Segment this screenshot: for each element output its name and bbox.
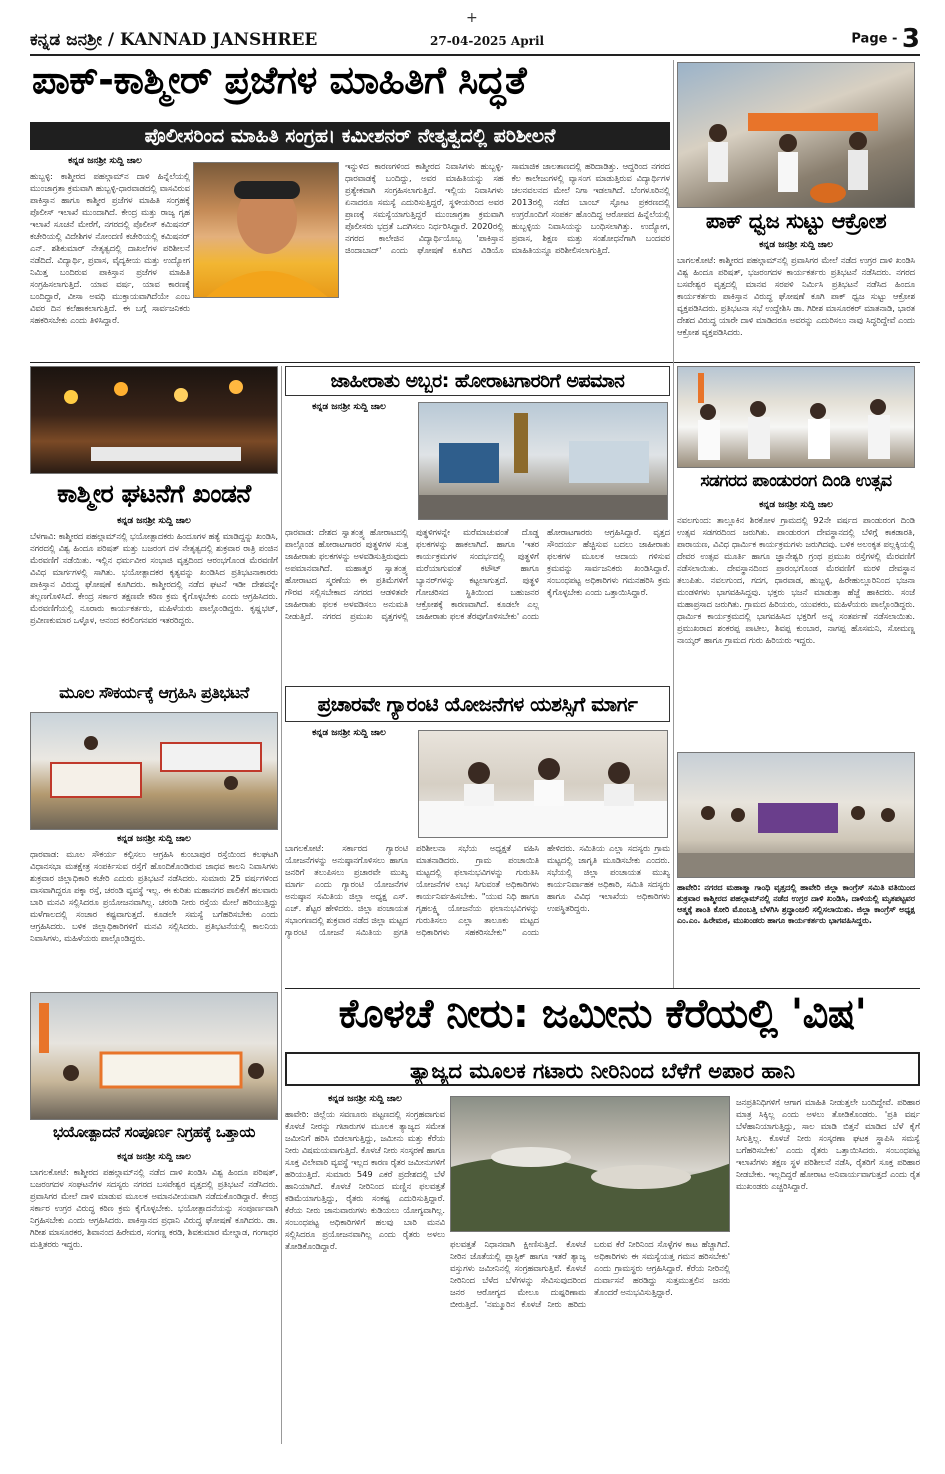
candle-vigil-photo	[677, 752, 915, 878]
mula-headline: ಮೂಲ ಸೌಕರ್ಯಕ್ಕೆ ಆಗ್ರಹಿಸಿ ಪ್ರತಿಭಟನೆ	[59, 684, 249, 702]
ad-headline: ಜಾಹೀರಾತು ಅಬ್ಬರ: ಹೋರಾಟಗಾರರಿಗೆ ಅಪಮಾನ	[285, 366, 670, 396]
guarantee-body: ಬಾಗಲಕೋಟೆ: ಸರ್ಕಾರದ ಗ್ಯಾರಂಟಿ ಯೋಜನೆಗಳನ್ನು ಅನುಷ್ಠಾನಗೊಳಿಸಲು ಹಾಗೂ ಜನರಿಗೆ ತಲುಪಿಸಲು ಪ್ರಚಾರವೇ ಮುಖ್ಯ ಮಾರ್ಗ ಎಂದು ಗ್ಯಾರಂಟಿ ಯೋಜನೆಗಳ ಅನುಷ್ಠಾನ ಸಮಿತಿಯ ಜಿಲ್ಲಾ ಅಧ್ಯಕ್ಷ ಎಸ್. ಎಚ್. ಶೆಟ್ಟರ ಹೇಳಿದರು. ಜಿಲ್ಲಾ ಪಂಚಾಯತ ಸಭಾಂಗಣದಲ್ಲಿ ಶುಕ್ರವಾರ ನಡೆದ ಜಿಲ್ಲಾ ಮಟ್ಟದ ಗ್ಯಾರಂಟಿ ಯೋಜನೆ ಸಮಿತಿಯ ಪ್ರಗತಿ ಪರಿಶೀಲನಾ ಸಭೆಯ ಅಧ್ಯಕ್ಷತೆ ವಹಿಸಿ ಮಾತನಾಡಿದರು. ಗ್ರಾಮ ಪಂಚಾಯಿತಿ ಮಟ್ಟದಲ್ಲಿ ಫಲಾನುಭವಿಗಳನ್ನು ಗುರುತಿಸಿ ಯೋಜನೆಗಳ ಲಾಭ ಸಿಗುವಂತೆ ಅಧಿಕಾರಿಗಳು ಕಾರ್ಯನಿರ್ವಹಿಸಬೇಕು. "ಯುವ ನಿಧಿ ಹಾಗೂ ಗೃಹಲಕ್ಷ್ಮಿ ಯೋಜನೆಯ ಫಲಾನುಭವಿಗಳನ್ನು ಗುರುತಿಸಲು ಎಲ್ಲಾ ತಾಲೂಕು ಮಟ್ಟದ ಅಧಿಕಾರಿಗಳು ಸಹಕರಿಸಬೇಕು" ಎಂದು ಹೇಳಿದರು. ಸಮಿತಿಯ ಎಲ್ಲಾ ಸದಸ್ಯರು ಗ್ರಾಮ ಮಟ್ಟದಲ್ಲಿ ಜಾಗೃತಿ ಮೂಡಿಸಬೇಕು ಎಂದರು. ಸಭೆಯಲ್ಲಿ ಜಿಲ್ಲಾ ಪಂಚಾಯತ ಮುಖ್ಯ ಕಾರ್ಯನಿರ್ವಾಹಕ ಅಧಿಕಾರಿ, ಸಮಿತಿ ಸದಸ್ಯರು ಹಾಗೂ ವಿವಿಧ ಇಲಾಖೆಯ ಅಧಿಕಾರಿಗಳು ಉಪಸ್ಥಿತರಿದ್ದರು.	[285, 843, 670, 937]
meeting-photo	[418, 730, 668, 838]
guarantee-headline: ಪ್ರಚಾರವೇ ಗ್ಯಾರಂಟಿ ಯೋಜನೆಗಳ ಯಶಸ್ಸಿಗೆ ಮಾರ್ಗ	[285, 686, 670, 722]
portrait-icon	[194, 163, 339, 298]
column-divider-left	[281, 366, 282, 1444]
water-headline: ಕೊಳಚೆ ನೀರು: ಜಮೀನು ಕೆರೆಯಲ್ಲಿ 'ವಿಷ'	[338, 992, 867, 1037]
terror-byline: ಕನ್ನಡ ಜನಶ್ರೀ ಸುದ್ದಿ ಜಾಲ	[117, 1152, 191, 1162]
masthead-rule	[30, 54, 920, 56]
terror-body: ಬಾಗಲಕೋಟೆ: ಕಾಶ್ಮೀರದ ಪಹಲ್ಗಾಮ್‌ನಲ್ಲಿ ನಡೆದ ದಾಳಿ ಖಂಡಿಸಿ ವಿಶ್ವ ಹಿಂದೂ ಪರಿಷತ್, ಬಜರಂಗದಳ ಸಂಘಟನೆಗಳ ಸದಸ್ಯರು ನಗರದ ಬಸವೇಶ್ವರ ವೃತ್ತದಲ್ಲಿ ಪ್ರತಿಭಟನೆ ನಡೆಸಿದರು. ಪ್ರವಾಸಿಗರ ಮೇಲೆ ದಾಳಿ ಮಾಡುವ ಮೂಲಕ ಅಮಾನವೀಯವಾಗಿ ನಡೆದುಕೊಂಡಿದ್ದಾರೆ. ಕೇಂದ್ರ ಸರ್ಕಾರ ಉಗ್ರರ ವಿರುದ್ಧ ಕಠಿಣ ಕ್ರಮ ಕೈಗೊಳ್ಳಬೇಕು. ಭಯೋತ್ಪಾದನೆಯನ್ನು ಸಂಪೂರ್ಣವಾಗಿ ನಿಗ್ರಹಿಸಬೇಕು ಎಂದು ಆಗ್ರಹಿಸಿದರು. ಪಾಕಿಸ್ತಾನದ ಪ್ರಧಾನಿ ವಿರುದ್ಧ ಘೋಷಣೆ ಕೂಗಿದರು. ಡಾ. ಗಿರೀಶ ಮಾಸೂರಕರ, ಶಿವಾನಂದ ಹಿರೇಮಠ, ಸಂಗಣ್ಣ ಕರಡಿ, ಶಿವಕುಮಾರ ಮೇಲ್ನಾಡ, ಗಂಗಾಧರ ಮತ್ತಿತರರು ಇದ್ದರು.	[30, 1167, 278, 1249]
dindi-headline: ಸಡಗರದ ಪಾಂಡುರಂಗ ದಿಂಡಿ ಉತ್ಸವ	[700, 472, 892, 491]
terror-protest-photo	[30, 992, 278, 1120]
flag-headline: ಪಾಕ್ ಧ್ವಜ ಸುಟ್ಟು ಆಕ್ರೋಶ	[705, 210, 887, 233]
sewage-lake-photo	[450, 1096, 730, 1232]
water-subhead: ತ್ಯಾಜ್ಯದ ಮೂಲಕ ಗಟಾರು ನೀರಿನಿಂದ ಬೆಳೆಗೆ ಅಪಾರ ಹಾನಿ	[285, 1052, 920, 1086]
paper-name: ಕನ್ನಡ ಜನಶ್ರೀ / KANNAD JANSHREE	[30, 30, 318, 50]
edition-date: 27-04-2025 April	[430, 34, 545, 48]
section-rule-2	[285, 988, 920, 989]
kashmir-body: ಬೆಳಗಾವಿ: ಕಾಶ್ಮೀರದ ಪಹಲ್ಗಾಮ್‌ನಲ್ಲಿ ಭಯೋತ್ಪಾದಕರು ಹಿಂದೂಗಳ ಹತ್ಯೆ ಮಾಡಿದ್ದನ್ನು ಖಂಡಿಸಿ, ನಗರದಲ್ಲಿ ವಿಶ್ವ ಹಿಂದೂ ಪರಿಷತ್ ಮತ್ತು ಬಜರಂಗ ದಳ ನೇತೃತ್ವದಲ್ಲಿ ಶುಕ್ರವಾರ ರಾತ್ರಿ ಪಂಜಿನ ಮೆರವಣಿಗೆ ನಡೆಯಿತು. ಇಲ್ಲಿನ ಧರ್ಮವೀರ ಸಂಭಾಜಿ ವೃತ್ತದಿಂದ ಆರಂಭಗೊಂಡ ಮೆರವಣಿಗೆ ವಿವಿಧ ಮಾರ್ಗಗಳಲ್ಲಿ ಸಾಗಿತು. ಭಯೋತ್ಪಾದಕರ ಕೃತ್ಯವನ್ನು ಖಂಡಿಸಿದ ಪ್ರತಿಭಟನಾಕಾರರು ಪಾಕಿಸ್ತಾನ ವಿರುದ್ಧ ಘೋಷಣೆ ಕೂಗಿದರು. ಕಾಶ್ಮೀರದಲ್ಲಿ ನಡೆದ ಘಟನೆ ಇಡೀ ದೇಶವನ್ನೇ ತಲ್ಲಣಗೊಳಿಸಿದೆ. ಕೇಂದ್ರ ಸರ್ಕಾರ ತಕ್ಷಣವೇ ಕಠಿಣ ಕ್ರಮ ಕೈಗೊಳ್ಳಬೇಕು ಎಂದು ಆಗ್ರಹಿಸಿದರು. ಮೆರವಣಿಗೆಯಲ್ಲಿ ನೂರಾರು ಕಾರ್ಯಕರ್ತರು, ಮಹಿಳೆಯರು ಪಾಲ್ಗೊಂಡಿದ್ದರು. ಕೃಷ್ಣಭಟ್, ಪ್ರವೀಣಕುಮಾರ ಒಳ್ಳೊಳ, ಆನಂದ ಕರಲಿಂಗನವರ ಇತರರಿದ್ದರು.	[30, 531, 278, 625]
page-indicator	[851, 24, 920, 54]
water-body-left: ಹಾವೇರಿ: ಜಿಲ್ಲೆಯ ಸವಣೂರು ಪಟ್ಟಣದಲ್ಲಿ ಸಂಗ್ರಹವಾಗುವ ಕೊಳಚೆ ನೀರನ್ನು ಗಟಾರುಗಳ ಮೂಲಕ ತ್ಯಾಜ್ಯದ ಸಮೇತ ಜಮೀನಿಗೆ ಹರಿಸಿ ಬಿಡಲಾಗುತ್ತಿದ್ದು, ಜಮೀನು ಮತ್ತು ಕೆರೆಯ ನೀರು ವಿಷಮಯವಾಗುತ್ತಿದೆ. ಕೊಳಚೆ ನೀರು ಸಂಸ್ಕರಣೆ ಹಾಗೂ ಸೂಕ್ತ ವಿಲೇವಾರಿ ವ್ಯವಸ್ಥೆ ಇಲ್ಲದ ಕಾರಣ ರೈತರ ಜಮೀನುಗಳಿಗೆ ಹರಿಯುತ್ತಿದೆ. ಸುಮಾರು 549 ಎಕರೆ ಪ್ರದೇಶದಲ್ಲಿ ಬೆಳೆ ಹಾನಿಯಾಗಿದೆ. ಕೊಳಚೆ ನೀರಿನಿಂದ ಮಣ್ಣಿನ ಫಲವತ್ತತೆ ಕಡಿಮೆಯಾಗುತ್ತಿದ್ದು, ರೈತರು ಸಂಕಷ್ಟ ಎದುರಿಸುತ್ತಿದ್ದಾರೆ. ಕೆರೆಯ ನೀರು ಜಾನುವಾರುಗಳು ಕುಡಿಯಲು ಯೋಗ್ಯವಾಗಿಲ್ಲ. ಸಂಬಂಧಪಟ್ಟ ಅಧಿಕಾರಿಗಳಿಗೆ ಹಲವು ಬಾರಿ ಮನವಿ ಸಲ್ಲಿಸಿದರೂ ಪ್ರಯೋಜನವಾಗಿಲ್ಲ ಎಂದು ರೈತರು ಅಳಲು ತೋಡಿಕೊಂಡಿದ್ದಾರೆ.	[285, 1109, 445, 1251]
masthead	[30, 24, 920, 54]
kashmir-byline: ಕನ್ನಡ ಜನಶ್ರೀ ಸುದ್ದಿ ಜಾಲ	[117, 516, 191, 526]
page-label: Page -	[851, 31, 898, 47]
page-number: 3	[901, 24, 920, 54]
statue-icon	[419, 403, 668, 520]
main-headline-block	[30, 60, 670, 120]
torch-rally-photo	[30, 366, 278, 474]
procession-icon	[678, 367, 915, 468]
banner-icon	[31, 713, 278, 830]
saffron-banner-icon	[31, 993, 278, 1120]
ad-body-left	[285, 416, 413, 526]
flag-byline: ಕನ್ನಡ ಜನಶ್ರೀ ಸುದ್ದಿ ಜಾಲ	[759, 240, 833, 250]
section-rule-1	[30, 362, 920, 363]
candle-vigil-caption: ಹಾವೇರಿ: ನಗರದ ಮಹಾತ್ಮಾ ಗಾಂಧಿ ವೃತ್ತದಲ್ಲಿ ಹಾವೇರಿ ಜಿಲ್ಲಾ ಕಾಂಗ್ರೆಸ್ ಸಮಿತಿ ವತಿಯಿಂದ ಶುಕ್ರವಾರ ಕಾಶ್ಮೀರದ ಪಹಲ್ಗಾಮ್‌ನಲ್ಲಿ ನಡೆದ ಉಗ್ರರ ದಾಳಿ ಖಂಡಿಸಿ, ದಾಳಿಯಲ್ಲಿ ಮೃತಪಟ್ಟವರ ಆತ್ಮಕ್ಕೆ ಶಾಂತಿ ಕೋರಿ ಮೊಂಬತ್ತಿ ಬೆಳಗಿಸಿ ಶ್ರದ್ಧಾಂಜಲಿ ಸಲ್ಲಿಸಲಾಯಿತು. ಜಿಲ್ಲಾ ಕಾಂಗ್ರೆಸ್ ಅಧ್ಯಕ್ಷ ಎಂ.ಎಂ. ಹಿರೇಮಠ, ಮುಖಂಡರು ಹಾಗೂ ಕಾರ್ಯಕರ್ತರು ಭಾಗವಹಿಸಿದ್ದರು.	[677, 883, 915, 925]
crowd-icon	[678, 63, 915, 208]
ad-byline: ಕನ್ನಡ ಜನಶ್ರೀ ಸುದ್ದಿ ಜಾಲ	[312, 402, 386, 412]
mula-body: ಧಾರವಾಡ: ಮೂಲ ಸೌಕರ್ಯ ಕಲ್ಪಿಸಲು ಆಗ್ರಹಿಸಿ ಕುಂಬಾಪುರ ರಸ್ತೆಯಿಂದ ಕಲಘಟಗಿ ವಿಧಾನಸಭಾ ಮತಕ್ಷೇತ್ರ ಸಂಪರ್ಕಿಸುವ ರಸ್ತೆಗೆ ಹೊಂದಿಕೊಂಡಿರುವ ಜಾಧವ ಕಾಲನಿ ನಿವಾಸಿಗಳು ಶುಕ್ರವಾರ ಜಿಲ್ಲಾಧಿಕಾರಿ ಕಚೇರಿ ಎದುರು ಪ್ರತಿಭಟನೆ ನಡೆಸಿದರು. ಸುಮಾರು 25 ವರ್ಷಗಳಿಂದ ವಾಸವಾಗಿದ್ದರೂ ಪಕ್ಕಾ ರಸ್ತೆ, ಚರಂಡಿ ವ್ಯವಸ್ಥೆ ಇಲ್ಲ. ಈ ಕುರಿತು ಮಹಾನಗರ ಪಾಲಿಕೆಗೆ ಹಲವಾರು ಬಾರಿ ಮನವಿ ಸಲ್ಲಿಸಿದರೂ ಪ್ರಯೋಜನವಾಗಿಲ್ಲ. ಚರಂಡಿ ನೀರು ರಸ್ತೆಯ ಮೇಲೆ ಹರಿಯುತ್ತಿದ್ದು ಮಳೆಗಾಲದಲ್ಲಿ ಸಂಚಾರ ಕಷ್ಟವಾಗುತ್ತದೆ. ಕೂಡಲೇ ಸಮಸ್ಯೆ ಬಗೆಹರಿಸಬೇಕು ಎಂದು ಆಗ್ರಹಿಸಿದರು. ಬಳಿಕ ಜಿಲ್ಲಾಧಿಕಾರಿಗಳಿಗೆ ಮನವಿ ಸಲ್ಲಿಸಿದರು. ಪ್ರತಿಭಟನೆಯಲ್ಲಿ ಕಾಲನಿಯ ನಿವಾಸಿಗಳು, ಮಹಿಳೆಯರು ಪಾಲ್ಗೊಂಡಿದ್ದರು.	[30, 849, 278, 943]
main-body-under-photo	[193, 302, 339, 362]
water-byline: ಕನ್ನಡ ಜನಶ್ರೀ ಸುದ್ದಿ ಜಾಲ	[328, 1094, 402, 1104]
main-subhead: ಪೊಲೀಸರಿಂದ ಮಾಹಿತಿ ಸಂಗ್ರಹ। ಕಮೀಶನರ್ ನೇತೃತ್ವದಲ್ಲಿ ಪರಿಶೀಲನೆ	[30, 122, 670, 150]
waste-water-icon	[451, 1097, 730, 1232]
officer-portrait-photo	[193, 162, 339, 298]
infrastructure-protest-photo	[30, 712, 278, 830]
ad-body: ಧಾರವಾಡ: ದೇಶದ ಸ್ವಾತಂತ್ರ್ಯ ಹೋರಾಟದಲ್ಲಿ ಪಾಲ್ಗೊಂಡ ಹೋರಾಟಗಾರರ ಪುತ್ಥಳಿಗಳ ಸುತ್ತ ಜಾಹೀರಾತು ಫಲಕಗಳನ್ನು ಅಳವಡಿಸುತ್ತಿರುವುದು ಅಪಮಾನವಾಗಿದೆ. ಮಹಾತ್ಮರ ಸ್ವಾತಂತ್ರ್ಯ ಹೋರಾಟದ ಸ್ಮರಣೆಯ ಈ ಪ್ರತಿಮೆಗಳಿಗೆ ಗೌರವ ಸಲ್ಲಿಸಬೇಕಾದ ನಗರದ ಆಡಳಿತವೇ ಜಾಹೀರಾತು ಫಲಕ ಅಳವಡಿಸಲು ಅನುಮತಿ ನೀಡುತ್ತಿದೆ. ನಗರದ ಪ್ರಮುಖ ವೃತ್ತಗಳಲ್ಲಿ ಪುತ್ಥಳಿಗಳನ್ನೇ ಮರೆಮಾಚುವಂತೆ ದೊಡ್ಡ ಫಲಕಗಳನ್ನು ಹಾಕಲಾಗಿದೆ. ಹಾಗೂ 'ಇತರ ಕಾರ್ಯಕ್ರಮಗಳ ಸಂದರ್ಭದಲ್ಲಿ ಪುತ್ಥಳಿಗೆ ಮರೆಯಾಗುವಂತೆ ಕಟೌಟ್ ಹಾಗೂ ಬ್ಯಾನರ್‌ಗಳನ್ನು ಕಟ್ಟಲಾಗುತ್ತದೆ. ಪುತ್ಥಳಿ ಗೋಚರಿಸದ ಸ್ಥಿತಿಯಿಂದ ಬಹುಜನರ ಆಕ್ರೋಶಕ್ಕೆ ಕಾರಣವಾಗಿದೆ. ಕೂಡಲೇ ಎಲ್ಲ ಜಾಹೀರಾತು ಫಲಕ ತೆರವುಗೊಳಿಸಬೇಕು' ಎಂದು ಹೋರಾಟಗಾರರು ಆಗ್ರಹಿಸಿದ್ದಾರೆ. ವೃತ್ತದ ಸೌಂದರ್ಯ ಹೆಚ್ಚಿಸುವ ಬದಲು ಜಾಹೀರಾತು ಫಲಕಗಳ ಮೂಲಕ ಆದಾಯ ಗಳಿಸುವ ಕ್ರಮವನ್ನು ಸಾರ್ವಜನಿಕರು ಖಂಡಿಸಿದ್ದಾರೆ. ಸಂಬಂಧಪಟ್ಟ ಅಧಿಕಾರಿಗಳು ಗಮನಹರಿಸಿ ಕ್ರಮ ಕೈಗೊಳ್ಳಬೇಕು ಎಂದು ಒತ್ತಾಯಿಸಿದ್ದಾರೆ.	[285, 527, 670, 621]
flag-body: ಬಾಗಲಕೋಟೆ: ಕಾಶ್ಮೀರದ ಪಹಲ್ಗಾಮ್‌ನಲ್ಲಿ ಪ್ರವಾಸಿಗರ ಮೇಲೆ ನಡೆದ ಉಗ್ರರ ದಾಳಿ ಖಂಡಿಸಿ ವಿಶ್ವ ಹಿಂದೂ ಪರಿಷತ್, ಭಜರಂಗದಳ ಕಾರ್ಯಕರ್ತರು ಪ್ರತಿಭಟನೆ ನಡೆಸಿದರು. ನಗರದ ಬಸವೇಶ್ವರ ವೃತ್ತದಲ್ಲಿ ಮಾನವ ಸರಪಳಿ ನಿರ್ಮಿಸಿ ಪ್ರತಿಭಟನೆ ನಡೆಸಿದ ಹಿಂದೂ ಕಾರ್ಯಕರ್ತರು ಪಾಕಿಸ್ತಾನ ವಿರುದ್ಧ ಘೋಷಣೆ ಕೂಗಿ ಪಾಕ್ ಧ್ವಜ ಸುಟ್ಟು ಆಕ್ರೋಶ ವ್ಯಕ್ತಪಡಿಸಿದರು. ಪ್ರತಿಭಟನಾ ಸಭೆ ಉದ್ದೇಶಿಸಿ ಡಾ. ಗಿರೀಶ ಮಾಸೂರಕರ್ ಮಾತನಾಡಿ, ಭಾರತ ದೇಶದ ವಿರುದ್ಧ ಯಾರೇ ದಾಳಿ ಮಾಡಿದರೂ ಅವರನ್ನು ಎದುರಿಸಲು ನಾವು ಸಿದ್ಧರಿದ್ದೇವೆ ಎಂದು ಆಕ್ರೋಶ ವ್ಯಕ್ತಪಡಿಸಿದರು.	[677, 255, 915, 337]
water-body-mid: ಫಲವತ್ತತೆ ನಿಧಾನವಾಗಿ ಕ್ಷೀಣಿಸುತ್ತಿದೆ. ಕೊಳಚೆ ನೀರಿನ ಜೊತೆಯಲ್ಲಿ ಪ್ಲಾಸ್ಟಿಕ್ ಹಾಗೂ ಇತರೆ ತ್ಯಾಜ್ಯ ವಸ್ತುಗಳು ಜಮೀನಿನಲ್ಲಿ ಸಂಗ್ರಹವಾಗುತ್ತಿವೆ. ಕೊಳಚೆ ನೀರಿನಿಂದ ಬೆಳೆದ ಬೆಳೆಗಳನ್ನು ಸೇವಿಸುವುದರಿಂದ ಜನರ ಆರೋಗ್ಯದ ಮೇಲೂ ದುಷ್ಪರಿಣಾಮ ಬೀರುತ್ತಿದೆ. 'ನಮ್ಮೂರಿನ ಕೊಳಚೆ ನೀರು ಹರಿದು ಬರುವ ಕೆರೆ ನೀರಿನಿಂದ ಸೊಳ್ಳೆಗಳ ಕಾಟ ಹೆಚ್ಚಾಗಿದೆ. ಅಧಿಕಾರಿಗಳು ಈ ಸಮಸ್ಯೆಯತ್ತ ಗಮನ ಹರಿಸಬೇಕು' ಎಂದು ಗ್ರಾಮಸ್ಥರು ಆಗ್ರಹಿಸಿದ್ದಾರೆ. ಕೆರೆಯ ನೀರಿನಲ್ಲಿ ದುರ್ವಾಸನೆ ಹರಡಿದ್ದು ಸುತ್ತಮುತ್ತಲಿನ ಜನರು ತೊಂದರೆ ಅನುಭವಿಸುತ್ತಿದ್ದಾರೆ.	[450, 1239, 730, 1309]
statue-billboard-photo	[418, 402, 668, 520]
dindi-procession-photo	[677, 366, 915, 468]
main-body-right: ಇನ್ನುಳಿದ ಕಾರಣಗಳಿಂದ ಕಾಶ್ಮೀರದ ನಿವಾಸಿಗಳು ಹುಬ್ಬಳ್ಳಿ-ಧಾರವಾಡಕ್ಕೆ ಬಂದಿದ್ದು, ಅವರ ಮಾಹಿತಿಯನ್ನು ಸಹ ಪ್ರತ್ಯೇಕವಾಗಿ ಸಂಗ್ರಹಿಸಲಾಗುತ್ತಿದೆ. ಇಲ್ಲಿಯ ನಿವಾಸಿಗಳು ಏನಾದರೂ ಸಮಸ್ಯೆ ಎದುರಿಸುತ್ತಿದ್ದರೆ, ಸ್ಥಳೀಯರಿಂದ ಅವರ ಪ್ರಾಣಕ್ಕೆ ಸಮಸ್ಯೆಯಾಗುತ್ತಿದ್ದರೆ ಮುಂಜಾಗ್ರತಾ ಕ್ರಮವಾಗಿ ಪೊಲೀಸರು ಭದ್ರತೆ ಒದಗಿಸಲು ನಿರ್ಧರಿಸಿದ್ದಾರೆ. 2020ರಲ್ಲಿ ನಗರದ ಕಾಲೇಜಿನ ವಿದ್ಯಾರ್ಥಿಯೊಬ್ಬ 'ಪಾಕಿಸ್ತಾನ ಜಿಂದಾಬಾದ್' ಎಂದು ಘೋಷಣೆ ಕೂಗಿದ ವಿಡಿಯೊ ಸಾಮಾಜಿಕ ಜಾಲತಾಣದಲ್ಲಿ ಹರಿದಾಡಿತ್ತು. ಆದ್ದರಿಂದ ನಗರದ ಕೆಲ ಕಾಲೇಜುಗಳಲ್ಲಿ ವ್ಯಾಸಂಗ ಮಾಡುತ್ತಿರುವ ವಿದ್ಯಾರ್ಥಿಗಳ ಚಲನವಲನದ ಮೇಲೆ ನಿಗಾ ಇಡಲಾಗಿದೆ. ಬೆಂಗಳೂರಿನಲ್ಲಿ 2013ರಲ್ಲಿ ನಡೆದ ಬಾಂಬ್ ಸ್ಫೋಟ ಪ್ರಕರಣದಲ್ಲಿ ಉಗ್ರರೊಂದಿಗೆ ಸಂಪರ್ಕ ಹೊಂದಿದ್ದ ಆರೋಪದ ಹಿನ್ನೆಲೆಯಲ್ಲಿ ಹುಬ್ಬಳ್ಳಿಯ ನಿವಾಸಿಯನ್ನು ಬಂಧಿಸಲಾಗಿತ್ತು. ಉದ್ಯೋಗ, ಪ್ರವಾಸ, ಶಿಕ್ಷಣ ಮತ್ತು ಸಂಶೋಧನೆಗಾಗಿ ಬಂದವರ ಮಾಹಿತಿಯನ್ನೂ ಪರಿಶೀಲಿಸಲಾಗುತ್ತಿದೆ.	[345, 161, 670, 255]
meeting-icon	[419, 731, 668, 838]
torch-icon	[31, 367, 278, 474]
registration-mark-icon: +	[466, 10, 478, 26]
main-body-left: ಹುಬ್ಬಳ್ಳಿ: ಕಾಶ್ಮೀರದ ಪಹಲ್ಗಾಮ್‌ನ ದಾಳಿ ಹಿನ್ನೆಲೆಯಲ್ಲಿ ಮುಂಜಾಗ್ರತಾ ಕ್ರಮವಾಗಿ ಹುಬ್ಬಳ್ಳಿ-ಧಾರವಾಡದಲ್ಲಿ ವಾಸವಿರುವ ಪಾಕಿಸ್ತಾನ ಹಾಗೂ ಕಾಶ್ಮೀರ ಪ್ರಜೆಗಳ ಮಾಹಿತಿ ಸಂಗ್ರಹಕ್ಕೆ ಪೊಲೀಸ್ ಇಲಾಖೆ ಮುಂದಾಗಿದೆ. ಕೇಂದ್ರ ಮತ್ತು ರಾಜ್ಯ ಗೃಹ ಇಲಾಖೆ ಸೂಚನೆ ಮೇರೆಗೆ, ನಗರದಲ್ಲಿ ಪೊಲೀಸ್ ಕಮಿಷನರ್ ಕಚೇರಿಯಲ್ಲಿ ವಿದೇಶಿಗಳ ನೋಂದಣಿ ಕಚೇರಿಯಲ್ಲಿ ಕಮಿಷನರ್ ಎನ್. ಶಶಿಕುಮಾರ್ ನೇತೃತ್ವದಲ್ಲಿ ದಾಖಲೆಗಳ ಪರಿಶೀಲನೆ ನಡೆದಿದೆ. ವಿದ್ಯಾರ್ಥಿ, ಪ್ರವಾಸ, ವೈದ್ಯಕೀಯ ಮತ್ತು ಉದ್ಯೋಗ ನಿಮಿತ್ತ ಬಂದಿರುವ ಪಾಕಿಸ್ತಾನ ಪ್ರಜೆಗಳ ಮಾಹಿತಿ ಸಂಗ್ರಹಿಸಲಾಗುತ್ತಿದೆ. ಯಾವ ವರ್ಷ, ಯಾವ ಕಾರಣಕ್ಕೆ ಬಂದಿದ್ದಾರೆ, ವೀಸಾ ಅವಧಿ ಮುಕ್ತಾಯವಾಗಿದೆಯೇ ಎಂಬ ವಿವರ ದಿನ ಕಲೆಹಾಕಲಾಗುತ್ತಿದೆ. ಈ ಬಗ್ಗೆ ಸಾರ್ವಜನಿಕರು ಸಹಕರಿಸಬೇಕು ಎಂದು ತಿಳಿಸಿದ್ದಾರೆ.	[30, 171, 190, 325]
water-body-right: ಜನಪ್ರತಿನಿಧಿಗಳಿಗೆ ಆಗಾಗ ಮಾಹಿತಿ ನೀಡುತ್ತಲೇ ಬಂದಿದ್ದೇವೆ. ಪರಿಹಾರ ಮಾತ್ರ ಸಿಕ್ಕಿಲ್ಲ ಎಂದು ಅಳಲು ತೋಡಿಕೊಂಡರು. 'ಪ್ರತಿ ವರ್ಷ ಬೆಳೆಹಾನಿಯಾಗುತ್ತಿದ್ದು, ಸಾಲ ಮಾಡಿ ಬಿತ್ತನೆ ಮಾಡಿದ ಬೆಳೆ ಕೈಗೆ ಸಿಗುತ್ತಿಲ್ಲ. ಕೊಳಚೆ ನೀರು ಸಂಸ್ಕರಣಾ ಘಟಕ ಸ್ಥಾಪಿಸಿ ಸಮಸ್ಯೆ ಬಗೆಹರಿಸಬೇಕು' ಎಂದು ರೈತರು ಒತ್ತಾಯಿಸಿದರು. ಸಂಬಂಧಪಟ್ಟ ಇಲಾಖೆಗಳು ತಕ್ಷಣ ಸ್ಥಳ ಪರಿಶೀಲನೆ ನಡೆಸಿ, ರೈತರಿಗೆ ಸೂಕ್ತ ಪರಿಹಾರ ನೀಡಬೇಕು. ಇಲ್ಲದಿದ್ದರೆ ಹೋರಾಟ ಅನಿವಾರ್ಯವಾಗುತ್ತದೆ ಎಂದು ರೈತ ಮುಖಂಡರು ಎಚ್ಚರಿಸಿದ್ದಾರೆ.	[736, 1097, 920, 1191]
dindi-byline: ಕನ್ನಡ ಜನಶ್ರೀ ಸುದ್ದಿ ಜಾಲ	[759, 500, 833, 510]
vigil-icon	[678, 753, 915, 878]
kashmir-headline: ಕಾಶ್ಮೀರ ಘಟನೆಗೆ ಖಂಡನೆ	[57, 480, 251, 508]
mula-byline: ಕನ್ನಡ ಜನಶ್ರೀ ಸುದ್ದಿ ಜಾಲ	[117, 834, 191, 844]
main-byline: ಕನ್ನಡ ಜನಶ್ರೀ ಸುದ್ದಿ ಜಾಲ	[68, 156, 142, 166]
flag-protest-photo	[677, 62, 915, 208]
dindi-body: ನವಲಗುಂದ: ತಾಲ್ಲೂಕಿನ ಶಿರಕೋಳ ಗ್ರಾಮದಲ್ಲಿ 92ನೇ ವರ್ಷದ ಪಾಂಡುರಂಗ ದಿಂಡಿ ಉತ್ಸವ ಸಡಗರದಿಂದ ಜರುಗಿತು. ಪಾಂಡುರಂಗ ದೇವಸ್ಥಾನದಲ್ಲಿ ಬೆಳಿಗ್ಗೆ ಕಾಕಡಾರತಿ, ಪಾರಾಯಣ, ವಿವಿಧ ಧಾರ್ಮಿಕ ಕಾರ್ಯಕ್ರಮಗಳು ಜರುಗಿದವು. ಬಳಿಕ ಅಲಂಕೃತ ಪಲ್ಲಕ್ಕಿಯಲ್ಲಿ ದೇವರ ಉತ್ಸವ ಮೂರ್ತಿ ಹಾಗೂ ಜ್ಞಾನೇಶ್ವರಿ ಗ್ರಂಥ ಪ್ರಮುಖ ರಸ್ತೆಗಳಲ್ಲಿ ಮೆರವಣಿಗೆ ನಡೆಸಲಾಯಿತು. ದೇವಸ್ಥಾನದಿಂದ ಪ್ರಾರಂಭಗೊಂಡ ಮೆರವಣಿಗೆ ಮರಳಿ ದೇವಸ್ಥಾನ ತಲುಪಿತು. ನವಲಗುಂದ, ಗದಗ, ಧಾರವಾಡ, ಹುಬ್ಬಳ್ಳಿ, ಹಿರೇಹುಲ್ಲೂರಿನಿಂದ ಭಜನಾ ಮಂಡಳಿಗಳು ಭಾಗವಹಿಸಿದ್ದವು. ಭಕ್ತರು ಭಜನೆ ಮಾಡುತ್ತಾ ಹೆಜ್ಜೆ ಹಾಕಿದರು. ಸಂಜೆ ಮಹಾಪ್ರಸಾದ ಜರುಗಿತು. ಗ್ರಾಮದ ಹಿರಿಯರು, ಯುವಕರು, ಮಹಿಳೆಯರು ಪಾಲ್ಗೊಂಡಿದ್ದರು. ಧಾರ್ಮಿಕ ಕಾರ್ಯಕ್ರಮದಲ್ಲಿ ಭಾಗವಹಿಸಿದ ಭಕ್ತರಿಗೆ ಅನ್ನ ಸಂತರ್ಪಣೆ ನಡೆಸಲಾಯಿತು. ಪ್ರಮುಖರಾದ ಶಂಕರಪ್ಪ ಪಾಟೀಲ, ಶಿವಪ್ಪ ಕುಂಬಾರ, ನಾಗಪ್ಪ ಹೊಸಮನಿ, ಸೋಮಣ್ಣ ನಾಯ್ಕರ್ ಹಾಗೂ ಗ್ರಾಮದ ಗುರು ಹಿರಿಯರು ಇದ್ದರು.	[677, 515, 915, 645]
main-headline: ಪಾಕ್-ಕಾಶ್ಮೀರ್ ಪ್ರಜೆಗಳ ಮಾಹಿತಿಗೆ ಸಿದ್ಧತೆ	[32, 60, 527, 102]
guarantee-byline: ಕನ್ನಡ ಜನಶ್ರೀ ಸುದ್ದಿ ಜಾಲ	[312, 728, 386, 738]
column-divider-right	[673, 60, 674, 988]
terror-headline: ಭಯೋತ್ಪಾದನೆ ಸಂಪೂರ್ಣ ನಿಗ್ರಹಕ್ಕೆ ಒತ್ತಾಯ	[53, 1124, 255, 1141]
